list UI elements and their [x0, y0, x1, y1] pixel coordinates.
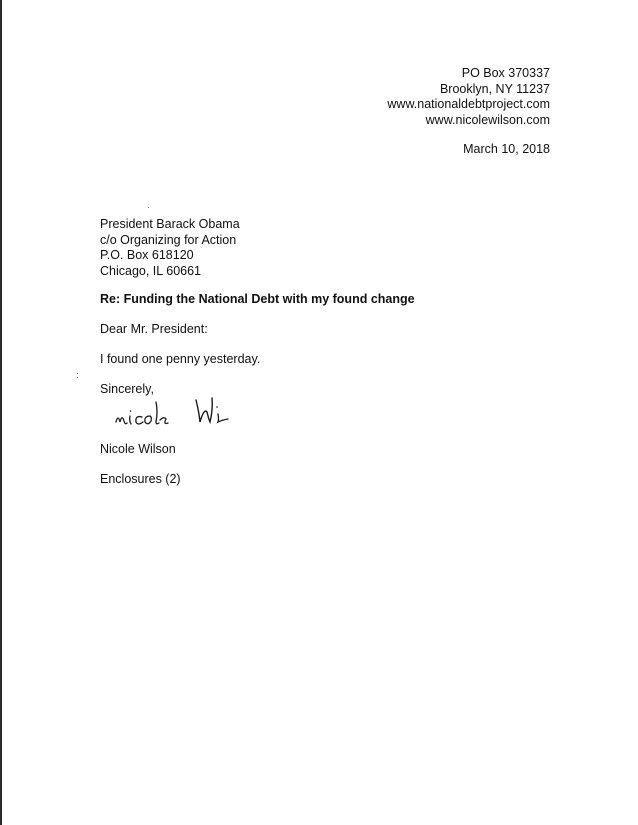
recipient-po-box: P.O. Box 618120 [100, 248, 194, 262]
signer-name: Nicole Wilson [100, 442, 176, 456]
scan-speck [148, 207, 149, 208]
recipient-city-state-zip: Chicago, IL 60661 [100, 263, 202, 278]
recipient-care-of: c/o Organizing for Action [100, 232, 237, 247]
handwritten-signature [112, 392, 252, 436]
sender-city-state-zip: Brooklyn, NY 11237 [439, 81, 550, 96]
sender-po-box: PO Box 370337 [461, 66, 550, 80]
scan-speck [77, 373, 78, 374]
scan-edge [0, 0, 2, 825]
scan-speck [77, 377, 78, 378]
subject-line: Re: Funding the National Debt with my found change [100, 292, 415, 306]
salutation: Dear Mr. President: [100, 322, 208, 336]
letter-date: March 10, 2018 [463, 142, 550, 156]
recipient-name: President Barack Obama [100, 217, 240, 231]
sender-website-1: www.nationaldebtproject.com [387, 97, 550, 111]
sender-website-2: www.nicolewilson.com [425, 112, 550, 127]
recipient-address-block [100, 217, 240, 279]
sender-address-block [387, 66, 550, 128]
letter-body: I found one penny yesterday. [100, 352, 261, 366]
enclosures-note: Enclosures (2) [100, 472, 181, 486]
closing: Sincerely, [100, 382, 154, 396]
